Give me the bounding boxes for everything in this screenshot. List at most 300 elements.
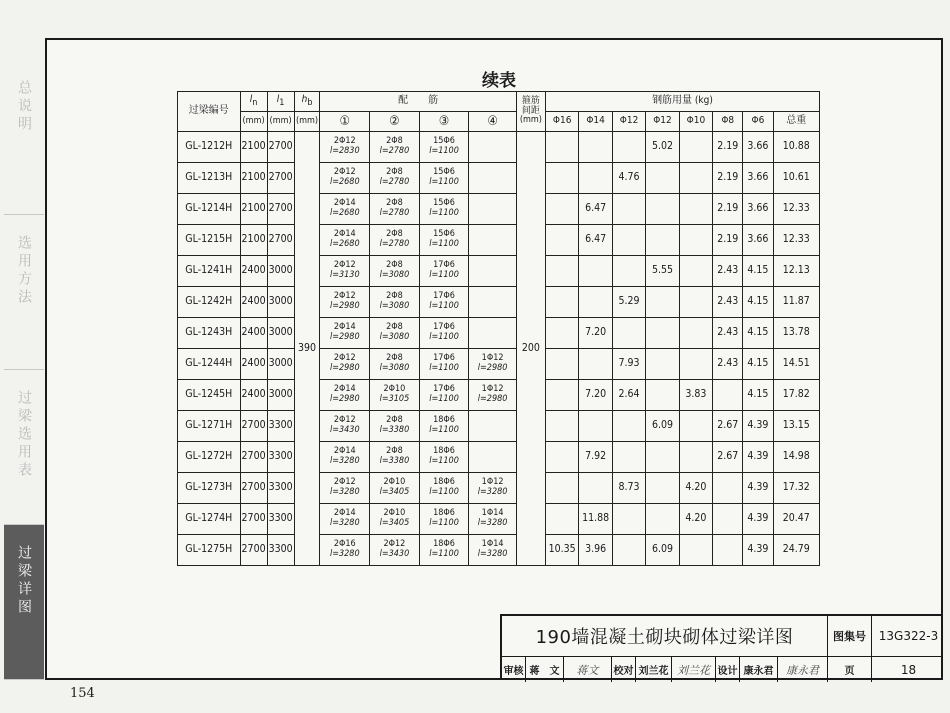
designer-name-text: 康永君 [743, 666, 774, 677]
l1-cell: 3300 [267, 535, 294, 566]
header-rebar-3: ③ [419, 112, 469, 132]
page-number-text: 18 [900, 662, 917, 677]
steel-d10-cell [679, 318, 712, 349]
steel-d14-cell: 6.47 [579, 225, 612, 256]
header-rebar: 配 筋 [320, 92, 516, 112]
steel-d16-cell [545, 473, 578, 504]
rebar-length: l=2980 [329, 363, 360, 373]
header-steel-d16: Φ16 [545, 112, 578, 132]
rebar-length: l=2680 [329, 239, 360, 249]
steel-d6-cell: 4.15 [743, 287, 773, 318]
steel-d10-cell [679, 442, 712, 473]
ln-cell: 2100 [240, 163, 267, 194]
side-tab-lintel-table[interactable] [4, 370, 44, 525]
header-rebar-2: ② [370, 112, 420, 132]
rebar-3-cell [419, 256, 469, 287]
rebar-4-cell [469, 504, 516, 535]
rebar-2-cell [370, 256, 420, 287]
steel-total-cell: 13.78 [773, 318, 819, 349]
ln-cell: 2400 [240, 318, 267, 349]
rebar-1-cell [320, 535, 370, 566]
rebar-1-cell [320, 256, 370, 287]
rebar-3-cell [419, 163, 469, 194]
table-row [178, 163, 820, 194]
rebar-length: l=3130 [329, 270, 360, 280]
rebar-length: l=3405 [379, 518, 410, 528]
steel-d8-cell: 2.43 [713, 287, 743, 318]
rebar-2-cell [370, 411, 420, 442]
rebar-length: l=3380 [379, 425, 410, 435]
rebar-1-cell [320, 287, 370, 318]
rebar-length: l=3280 [477, 518, 508, 528]
lintel-table [177, 91, 820, 566]
drawing-title-text: 190墙混凝土砌块砌体过梁详图 [535, 627, 794, 648]
rebar-spec: 2Φ12 [333, 477, 356, 488]
rebar-spec: 17Φ6 [433, 322, 455, 333]
rebar-spec: 15Φ6 [433, 136, 455, 147]
beam-id-cell: GL-1245H [178, 380, 241, 411]
atlas-number-text: 13G322-3 [878, 629, 939, 643]
header-steel-d10: Φ10 [679, 112, 712, 132]
rebar-spec: 2Φ10 [383, 477, 406, 488]
steel-d16-cell [545, 163, 578, 194]
steel-d12-hrb-cell: 5.29 [612, 287, 645, 318]
steel-d14-cell: 3.96 [579, 535, 612, 566]
steel-d12-hrb-cell [612, 194, 645, 225]
rebar-length: l=2980 [477, 363, 508, 373]
steel-total-cell: 14.98 [773, 442, 819, 473]
check-label [612, 657, 636, 682]
steel-d12-hrb-cell: 2.64 [612, 380, 645, 411]
steel-d6-cell: 4.15 [743, 349, 773, 380]
rebar-spec: 18Φ6 [433, 539, 455, 550]
rebar-length: l=3280 [477, 549, 508, 559]
rebar-length: l=1100 [429, 456, 459, 466]
rebar-4-cell [469, 535, 516, 566]
rebar-3-cell [419, 473, 469, 504]
beam-id-cell: GL-1275H [178, 535, 241, 566]
rebar-spec: 15Φ6 [433, 198, 455, 209]
rebar-length: l=1100 [429, 394, 459, 404]
designer-signature [778, 657, 828, 682]
l1-cell: 2700 [267, 225, 294, 256]
steel-d8-cell: 2.43 [713, 256, 743, 287]
table-row [178, 287, 820, 318]
steel-d14-cell [579, 132, 612, 163]
rebar-3-cell [419, 411, 469, 442]
steel-d12-hrb-cell [612, 442, 645, 473]
steel-d6-cell: 3.66 [743, 194, 773, 225]
reviewer-signature [564, 657, 612, 682]
steel-d12-hrb-cell [612, 411, 645, 442]
steel-d10-cell [679, 256, 712, 287]
reviewer-name-text: 蒋 文 [529, 666, 560, 677]
steel-total-cell: 12.33 [773, 225, 819, 256]
rebar-spec: 2Φ8 [386, 353, 403, 364]
rebar-1-cell [320, 194, 370, 225]
rebar-spec: 2Φ14 [333, 446, 356, 457]
rebar-spec: 17Φ6 [433, 353, 455, 364]
hb-cell: 390 [294, 132, 320, 566]
steel-d12-cell: 5.55 [646, 256, 679, 287]
steel-total-cell: 13.15 [773, 411, 819, 442]
table-row [178, 225, 820, 256]
steel-d12-cell [646, 194, 679, 225]
steel-total-cell: 14.51 [773, 349, 819, 380]
ln-cell: 2700 [240, 442, 267, 473]
rebar-length: l=2780 [379, 146, 410, 156]
steel-d12-cell: 6.09 [646, 535, 679, 566]
steel-d10-cell [679, 194, 712, 225]
header-steel-total: 总重 [773, 112, 819, 132]
atlas-label [828, 616, 872, 656]
steel-d14-cell [579, 287, 612, 318]
rebar-4-cell [469, 132, 516, 163]
rebar-2-cell [370, 442, 420, 473]
steel-d16-cell [545, 256, 578, 287]
title-block [500, 614, 943, 680]
ln-cell: 2700 [240, 473, 267, 504]
rebar-length: l=3080 [379, 332, 410, 342]
beam-id-cell: GL-1212H [178, 132, 241, 163]
table-row [178, 349, 820, 380]
steel-d6-cell: 4.39 [743, 411, 773, 442]
side-tab-label: 过梁选用表 [16, 390, 32, 480]
steel-d8-cell: 2.19 [713, 132, 743, 163]
l1-cell: 3000 [267, 380, 294, 411]
rebar-2-cell [370, 163, 420, 194]
table-row [178, 256, 820, 287]
rebar-3-cell [419, 132, 469, 163]
steel-d10-cell [679, 225, 712, 256]
page-number-left: 154 [70, 686, 95, 701]
rebar-spec: 18Φ6 [433, 415, 455, 426]
steel-d12-cell [646, 473, 679, 504]
rebar-spec: 2Φ12 [333, 167, 356, 178]
steel-d16-cell [545, 132, 578, 163]
header-ln-sub: n [252, 97, 258, 108]
rebar-spec: 1Φ14 [481, 508, 504, 519]
l1-cell: 3000 [267, 318, 294, 349]
steel-total-cell: 17.82 [773, 380, 819, 411]
steel-d16-cell [545, 225, 578, 256]
header-rebar-4: ④ [469, 112, 516, 132]
rebar-length: l=3280 [329, 456, 360, 466]
l1-cell: 3300 [267, 504, 294, 535]
rebar-spec: 2Φ8 [386, 229, 403, 240]
rebar-spec: 2Φ10 [383, 508, 406, 519]
steel-d12-cell [646, 163, 679, 194]
header-stirrup-unit: (mm) [519, 115, 542, 126]
page-label-text: 页 [844, 666, 855, 677]
rebar-length: l=2680 [329, 208, 360, 218]
rebar-4-cell [469, 473, 516, 504]
ln-cell: 2400 [240, 380, 267, 411]
rebar-4-cell [469, 225, 516, 256]
steel-d14-cell: 7.20 [579, 380, 612, 411]
steel-d14-cell: 6.47 [579, 194, 612, 225]
rebar-2-cell [370, 504, 420, 535]
rebar-spec: 2Φ8 [386, 446, 403, 457]
rebar-length: l=3430 [379, 549, 410, 559]
steel-d16-cell [545, 504, 578, 535]
rebar-spec: 1Φ12 [481, 384, 504, 395]
steel-d12-cell [646, 349, 679, 380]
rebar-spec: 2Φ12 [383, 539, 406, 550]
header-steel-d8: Φ8 [713, 112, 743, 132]
table-row [178, 535, 820, 566]
l1-cell: 3000 [267, 349, 294, 380]
steel-d8-cell: 2.19 [713, 194, 743, 225]
drawing-title [502, 616, 828, 656]
rebar-spec: 2Φ14 [333, 229, 356, 240]
l1-cell: 2700 [267, 132, 294, 163]
rebar-length: l=2980 [329, 332, 360, 342]
steel-d16-cell [545, 349, 578, 380]
steel-d12-cell [646, 318, 679, 349]
beam-id-cell: GL-1214H [178, 194, 241, 225]
rebar-spec: 2Φ8 [386, 322, 403, 333]
steel-d12-cell [646, 225, 679, 256]
steel-total-cell: 10.88 [773, 132, 819, 163]
steel-d16-cell [545, 411, 578, 442]
table-row [178, 411, 820, 442]
rebar-1-cell [320, 318, 370, 349]
header-steel: 钢筋用量 (kg) [545, 92, 819, 112]
reviewer-signature-text: 蒋文 [576, 663, 599, 677]
ln-cell: 2100 [240, 194, 267, 225]
steel-d16-cell [545, 442, 578, 473]
steel-total-cell: 10.61 [773, 163, 819, 194]
rebar-spec: 2Φ16 [333, 539, 356, 550]
steel-d12-cell: 6.09 [646, 411, 679, 442]
rebar-spec: 2Φ12 [333, 136, 356, 147]
steel-total-cell: 17.32 [773, 473, 819, 504]
rebar-spec: 2Φ8 [386, 167, 403, 178]
rebar-spec: 1Φ12 [481, 477, 504, 488]
table-row [178, 473, 820, 504]
rebar-spec: 2Φ8 [386, 291, 403, 302]
rebar-3-cell [419, 504, 469, 535]
steel-d6-cell: 4.39 [743, 442, 773, 473]
header-l1 [267, 92, 294, 112]
steel-d10-cell [679, 163, 712, 194]
header-steel-d12: Φ12 [646, 112, 679, 132]
ln-cell: 2700 [240, 535, 267, 566]
steel-d14-cell: 7.20 [579, 318, 612, 349]
rebar-2-cell [370, 132, 420, 163]
beam-id-cell: GL-1271H [178, 411, 241, 442]
ln-cell: 2400 [240, 287, 267, 318]
steel-d12-hrb-cell [612, 535, 645, 566]
rebar-3-cell [419, 225, 469, 256]
rebar-3-cell [419, 535, 469, 566]
rebar-2-cell [370, 225, 420, 256]
rebar-length: l=3430 [329, 425, 360, 435]
l1-cell: 2700 [267, 163, 294, 194]
steel-d8-cell [713, 380, 743, 411]
rebar-2-cell [370, 287, 420, 318]
header-beam-no: 过梁编号 [178, 92, 241, 132]
rebar-2-cell [370, 380, 420, 411]
beam-id-cell: GL-1272H [178, 442, 241, 473]
checker-signature-text: 刘兰花 [677, 663, 710, 677]
rebar-spec: 2Φ12 [333, 291, 356, 302]
header-steel-d12-hrb: Φ12 [612, 112, 645, 132]
steel-total-cell: 12.33 [773, 194, 819, 225]
rebar-length: l=1100 [429, 332, 459, 342]
header-rebar-1: ① [320, 112, 370, 132]
header-stirrup-text: 箍筋间距 [521, 96, 540, 116]
header-hb [294, 92, 320, 112]
rebar-length: l=3405 [379, 487, 410, 497]
steel-d12-cell [646, 442, 679, 473]
rebar-length: l=2680 [329, 177, 360, 187]
header-ln-unit: (mm) [240, 112, 267, 132]
steel-d8-cell: 2.67 [713, 411, 743, 442]
steel-d6-cell: 4.15 [743, 380, 773, 411]
steel-d14-cell [579, 473, 612, 504]
header-ln-symbol: l [249, 93, 253, 105]
rebar-spec: 2Φ12 [333, 353, 356, 364]
header-steel-d6: Φ6 [743, 112, 773, 132]
ln-cell: 2100 [240, 225, 267, 256]
rebar-4-cell [469, 349, 516, 380]
steel-d12-hrb-cell: 7.93 [612, 349, 645, 380]
rebar-length: l=3105 [379, 394, 410, 404]
rebar-3-cell [419, 349, 469, 380]
checker-name-text: 刘兰花 [638, 666, 669, 677]
steel-d10-cell [679, 287, 712, 318]
table-row [178, 318, 820, 349]
header-l1-symbol: l [276, 93, 280, 105]
steel-d8-cell [713, 504, 743, 535]
rebar-length: l=1100 [429, 363, 459, 373]
designer-signature-text: 康永君 [786, 663, 819, 677]
rebar-4-cell [469, 411, 516, 442]
side-tab-general[interactable] [4, 60, 44, 215]
steel-d10-cell: 3.83 [679, 380, 712, 411]
steel-d16-cell [545, 194, 578, 225]
rebar-length: l=2830 [329, 146, 360, 156]
design-label [716, 657, 740, 682]
beam-id-cell: GL-1273H [178, 473, 241, 504]
rebar-length: l=1100 [429, 487, 459, 497]
side-tab-lintel-detail[interactable] [4, 525, 44, 680]
rebar-1-cell [320, 132, 370, 163]
header-hb-sub: b [307, 97, 313, 108]
rebar-length: l=1100 [429, 208, 459, 218]
side-tab-label: 总说明 [16, 80, 32, 134]
rebar-length: l=2980 [329, 394, 360, 404]
rebar-length: l=1100 [429, 270, 459, 280]
rebar-3-cell [419, 318, 469, 349]
rebar-spec: 15Φ6 [433, 229, 455, 240]
rebar-1-cell [320, 504, 370, 535]
steel-d16-cell: 10.35 [545, 535, 578, 566]
steel-d8-cell: 2.43 [713, 349, 743, 380]
rebar-length: l=1100 [429, 239, 459, 249]
designer-name [740, 657, 778, 682]
beam-id-cell: GL-1244H [178, 349, 241, 380]
steel-d8-cell: 2.19 [713, 225, 743, 256]
table-caption: 续表 [482, 71, 516, 91]
rebar-length: l=3080 [379, 301, 410, 311]
atlas-label-text: 图集号 [833, 630, 866, 643]
rebar-3-cell [419, 442, 469, 473]
rebar-length: l=1100 [429, 301, 459, 311]
page-label [828, 657, 872, 682]
steel-d16-cell [545, 380, 578, 411]
steel-d8-cell: 2.19 [713, 163, 743, 194]
steel-d12-cell: 5.02 [646, 132, 679, 163]
table-row [178, 504, 820, 535]
rebar-length: l=3280 [329, 487, 360, 497]
steel-d6-cell: 4.15 [743, 256, 773, 287]
steel-d8-cell: 2.67 [713, 442, 743, 473]
rebar-4-cell [469, 163, 516, 194]
beam-id-cell: GL-1274H [178, 504, 241, 535]
steel-d10-cell [679, 411, 712, 442]
rebar-spec: 15Φ6 [433, 167, 455, 178]
rebar-length: l=1100 [429, 177, 459, 187]
steel-total-cell: 12.13 [773, 256, 819, 287]
steel-d10-cell [679, 349, 712, 380]
rebar-4-cell [469, 380, 516, 411]
steel-d14-cell [579, 256, 612, 287]
steel-d8-cell [713, 535, 743, 566]
rebar-spec: 2Φ10 [383, 384, 406, 395]
beam-id-cell: GL-1215H [178, 225, 241, 256]
rebar-4-cell [469, 256, 516, 287]
steel-d16-cell [545, 318, 578, 349]
stirrup-cell: 200 [516, 132, 545, 566]
ln-cell: 2700 [240, 504, 267, 535]
rebar-spec: 2Φ8 [386, 136, 403, 147]
rebar-spec: 18Φ6 [433, 477, 455, 488]
rebar-spec: 2Φ8 [386, 415, 403, 426]
steel-total-cell: 20.47 [773, 504, 819, 535]
steel-total-cell: 24.79 [773, 535, 819, 566]
rebar-spec: 17Φ6 [433, 291, 455, 302]
steel-d6-cell: 3.66 [743, 163, 773, 194]
rebar-2-cell [370, 473, 420, 504]
steel-d12-hrb-cell [612, 504, 645, 535]
side-tab-selection-method[interactable] [4, 215, 44, 370]
header-stirrup [516, 92, 545, 132]
rebar-length: l=2780 [379, 239, 410, 249]
steel-d10-cell: 4.20 [679, 504, 712, 535]
l1-cell: 2700 [267, 194, 294, 225]
steel-d6-cell: 3.66 [743, 132, 773, 163]
steel-d8-cell [713, 473, 743, 504]
rebar-spec: 2Φ8 [386, 260, 403, 271]
rebar-length: l=2980 [329, 301, 360, 311]
steel-d10-cell [679, 535, 712, 566]
steel-d14-cell [579, 349, 612, 380]
ln-cell: 2700 [240, 411, 267, 442]
rebar-length: l=1100 [429, 518, 459, 528]
steel-d6-cell: 3.66 [743, 225, 773, 256]
l1-cell: 3000 [267, 256, 294, 287]
page-number [872, 657, 945, 682]
header-hb-symbol: h [301, 93, 308, 105]
side-tab-label: 选用方法 [16, 235, 32, 307]
rebar-length: l=3280 [329, 518, 360, 528]
rebar-1-cell [320, 349, 370, 380]
rebar-spec: 17Φ6 [433, 260, 455, 271]
steel-d6-cell: 4.39 [743, 504, 773, 535]
